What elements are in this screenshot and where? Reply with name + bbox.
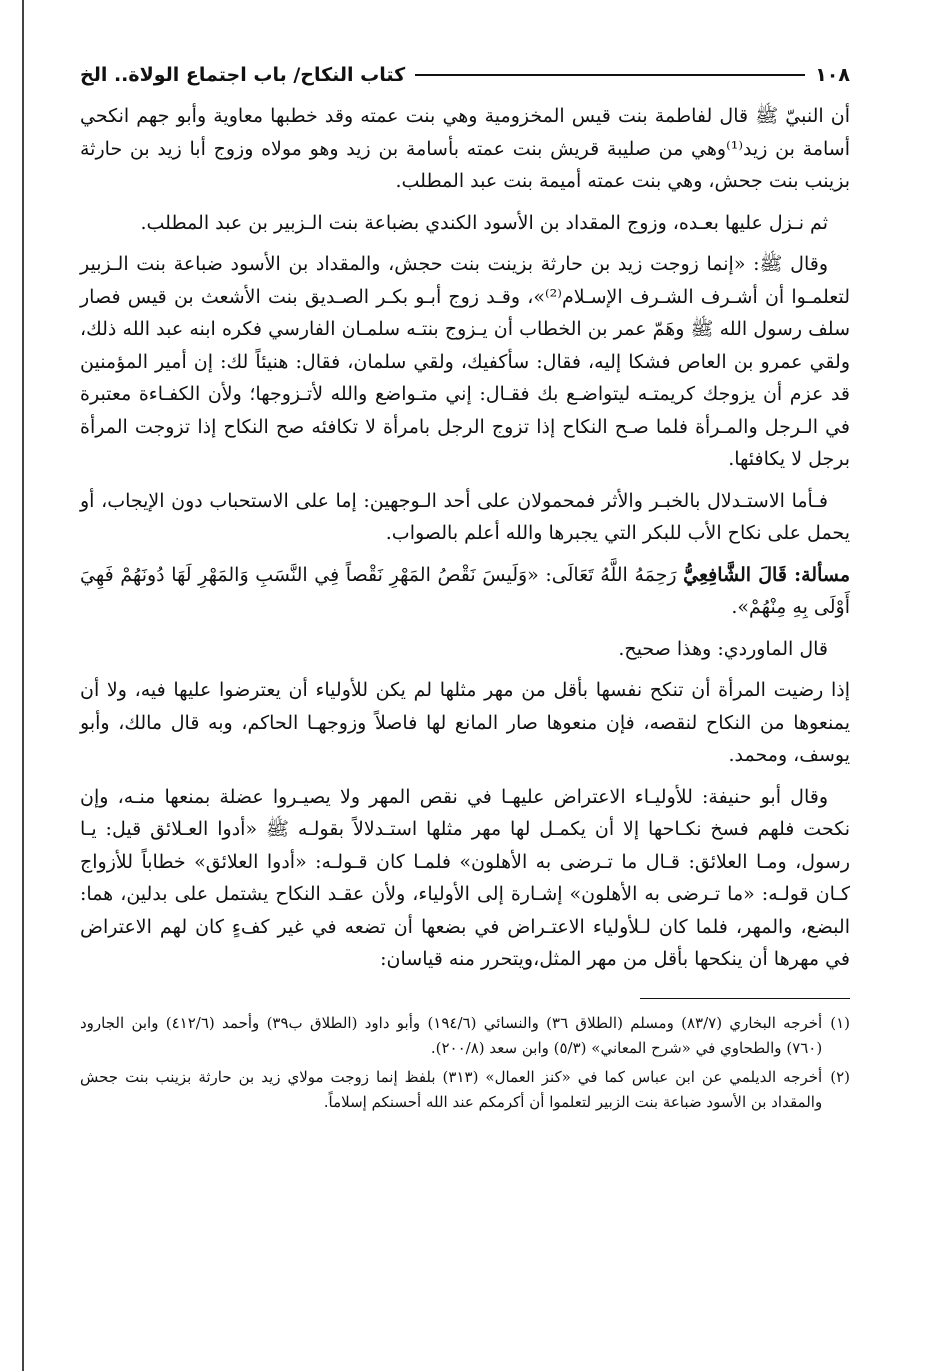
masala-block (80, 559, 850, 624)
paragraph: أن النبيّ ﷺ قال لفاطمة بنت قيس المخزومية وهي بنت عمته وقد خطبها معاوية وأبو جهم انكحي أسامة بن زيد⁽¹⁾وهي من صليبة قريش بنت عمته بأسامة بن زيد وهو مولاه وزوج أبا زيد بن حارثة بزينب بنت جحش، وهي بنت عمته أميمة بنت عبد المطلب. (80, 105, 850, 192)
page-margin-line (22, 0, 24, 1371)
footnote-number: (١) (830, 1013, 850, 1032)
paragraph: إذا رضيت المرأة أن تنكح نفسها بأقل من مهر مثلها لم يكن للأولياء أن يعترضوا عليها فيه، ولا أن يمنعوها من النكاح لنقصه، فإن منعوها صار المانع لها فاصلاً وزوجهـا الحاكم، وبه قال مالك، وأبو يوسف، ومحمد. (80, 679, 850, 766)
footnote (80, 1011, 850, 1061)
footnote-separator (640, 998, 850, 999)
footnote-number: (٢) (830, 1067, 850, 1086)
header-rule (415, 74, 805, 76)
page-number: ١٠٨ (815, 64, 850, 86)
running-header (80, 58, 850, 92)
paragraph: وقال ﷺ: «إنما زوجت زيد بن حارثة بزينت بنت حجش، والمقداد بن الأسود ضباعة بنت الـزبير لتعلمـوا أن أشـرف الشـرف الإسـلام⁽²⁾»، وقـد زوج أبـو بكـر الصـديق بنت الأشعث بن قيس فصار سلف رسول الله ﷺ وهَمّ عمر بن الخطاب أن يـزوج بنتـه سلمـان الفارسي فكره ابنه عبد الله ذلك، ولقي عمرو بن العاص فشكا إليه، فقال: سأكفيك، ولقي سلمان، فقال: هنيئاً لك: إن أمير المؤمنين قد عزم أن يزوجك كريمتـه ليتواضـع بك فقـال: إني متـواضع والله لأتـزوجها؛ ولأن الكفـاءة معتبرة في الـرجل والمـرأة فلما صـح النكاح إذا تزوج الرجل بامرأة لا تكافئه صح النكاح إذا تزوجت المرأة برجل لا يكافئها. (80, 253, 851, 470)
footnote-text: أخرجه البخاري (٨٣/٧) ومسلم (الطلاق ٣٦) والنسائي (١٩٤/٦) وأبو داود (الطلاق ب٣٩) وأحمد (٤١٢/٦) وابن الجارود (٧٦٠) والطحاوي في «شرح المعاني» (٥/٣) وابن سعد (٢٠٠/٨). (80, 1013, 823, 1057)
book-page (80, 58, 850, 1119)
paragraph: فـأما الاستـدلال بالخبـر والأثر فمحمولان على أحد الـوجهين: إما على الاستحباب دون الإيجاب، أو يحمل على نكاح الأب للبكر التي يجبرها والله أعلم بالصواب. (80, 489, 850, 544)
header-title: كتاب النكاح/ باب اجتماع الولاة.. الخ (80, 64, 406, 86)
paragraph: قال الماوردي: وهذا صحيح. (618, 637, 828, 660)
masala-quote: رَحِمَهُ اللَّهُ تَعَالَى: «وَلَيسَ نَقْصُ المَهْرِ نَقْصاً فِي النَّسَبِ وَالمَهْرِ لَهَا دُونَهُمْ فَهِيَ أَوْلَى بِهِ مِنْهُمْ». (80, 563, 850, 618)
footnote (80, 1065, 850, 1115)
paragraph: ثم نـزل عليها بعـده، وزوج المقداد بن الأسود الكندي بضباعة بنت الـزبير بن عبد المطلب. (140, 211, 828, 234)
masala-label: مسألة: قَالَ الشَّافِعِيُّ (683, 563, 850, 586)
footnote-text: أخرجه الديلمي عن ابن عباس كما في «كنز العمال» (٣١٣) بلفظ إنما زوجت مولاي زيد بن حارثة بزينب بنت جحش والمقداد بن الأسود ضباعة بنت الزبير لتعلموا أن أكرمكم عند الله أحسنكم إسلاماً. (80, 1067, 823, 1111)
paragraph: وقال أبو حنيفة: للأوليـاء الاعتراض عليهـا في نقص المهر ولا يصيـروا عضلة بمنعها منـه، وإن نكحت فلهم فسخ نكـاحها إلا أن يكمـل لها مهر مثلها استـدلالاً بقولـه ﷺ «أدوا العـلائق قيل: يـا رسول، ومـا العلائق: قـال ما تـرضى به الأهلون» فلمـا كان قـولـه: «أدوا العلائق» خطاباً للأزواج كـان قولـه: «ما تـرضى به الأهلون» إشـارة إلى الأولياء، ولأن عقـد النكاح يشتمل على بدلين، هما: البضع، والمهر، فلما كان لـلأولياء الاعتـراض في بضعها أن تضعه في غير كفءٍ كان لهم الاعتراض في مهرها أن ينكحها بأقل من مهر المثل،ويتحرر منه قياسان: (80, 785, 850, 970)
